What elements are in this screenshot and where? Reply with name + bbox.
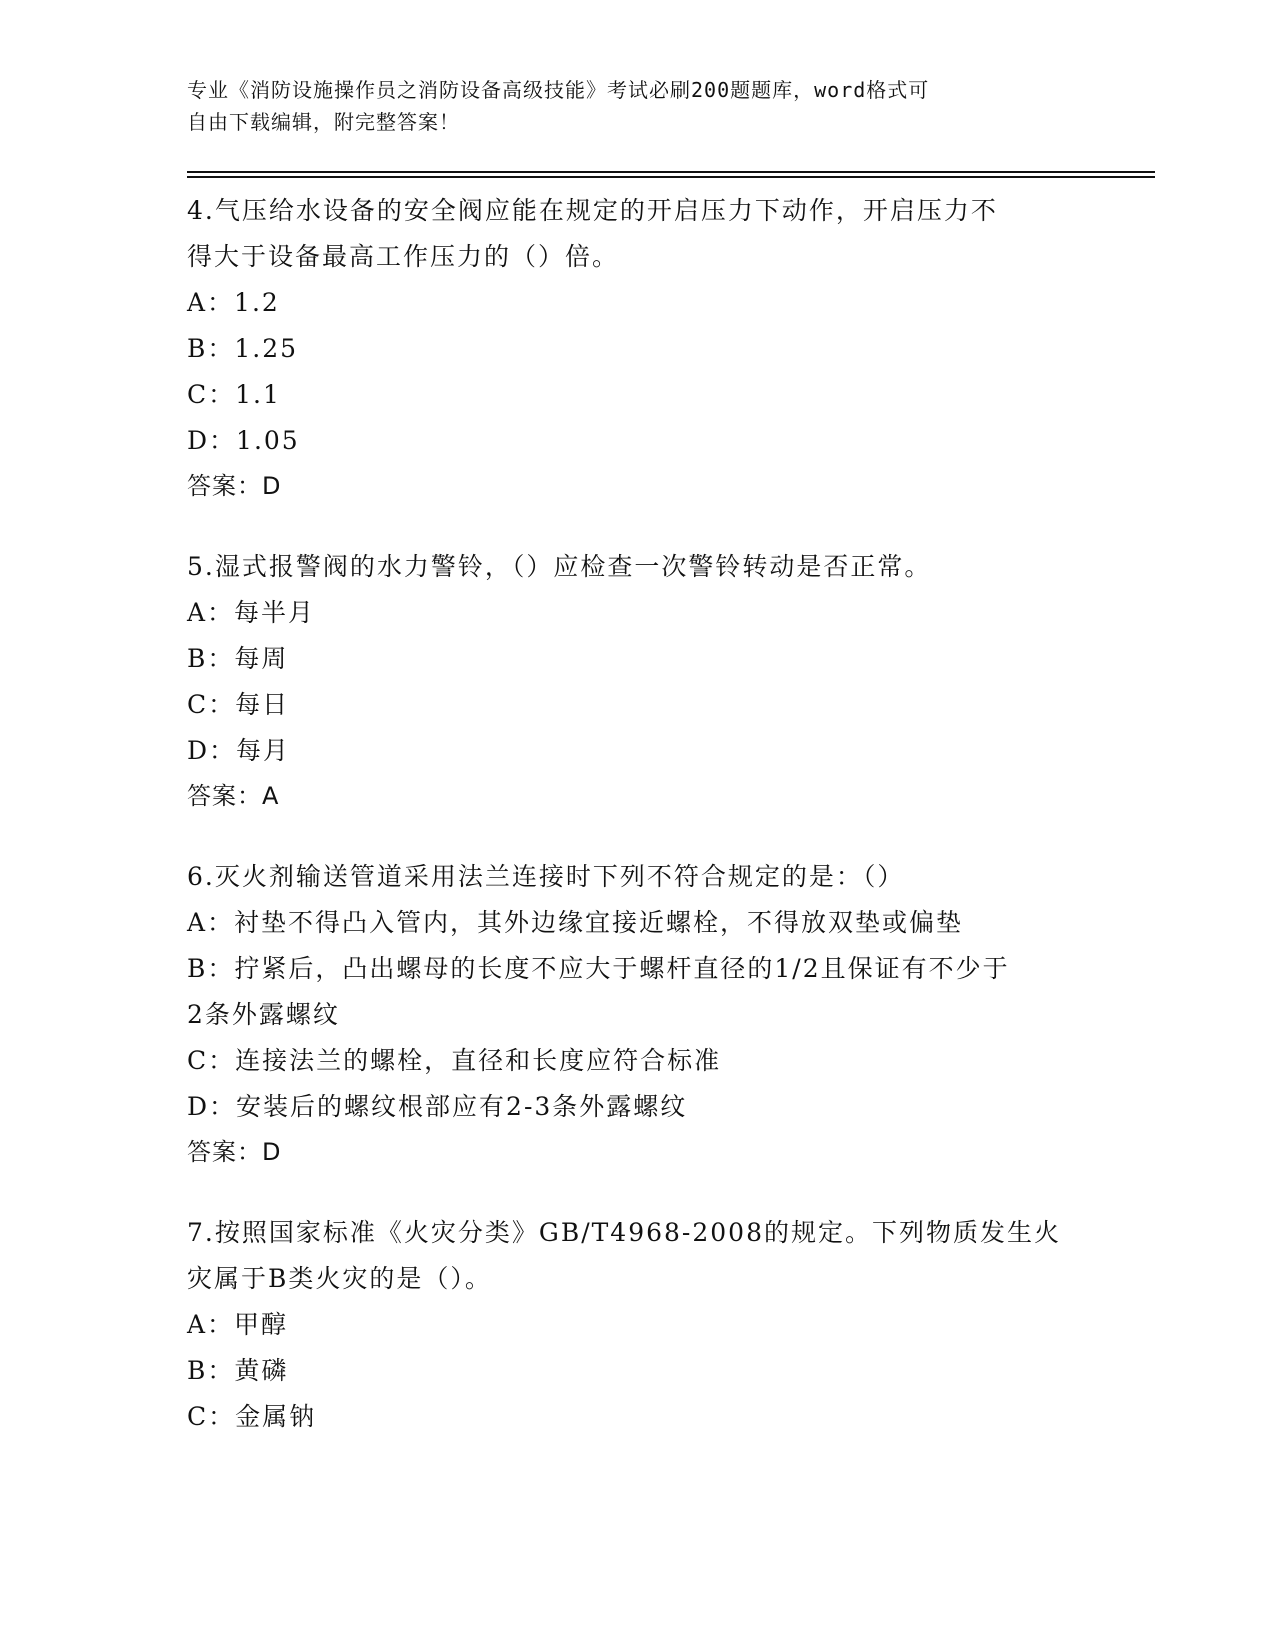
option-b: B：黄磷 <box>187 1356 289 1385</box>
question-stem-line: 5.湿式报警阀的水力警铃，（）应检查一次警铃转动是否正常。 <box>187 552 932 581</box>
question-7 <box>187 1210 1087 1440</box>
option-a: A：甲醇 <box>187 1310 289 1339</box>
question-stem-line: 得大于设备最高工作压力的（）倍。 <box>187 242 620 271</box>
question-list <box>187 188 1087 1476</box>
option-a: A：衬垫不得凸入管内，其外边缘宜接近螺栓，不得放双垫或偏垫 <box>187 908 964 937</box>
option-d: D：1.05 <box>187 426 300 455</box>
header-divider-bottom <box>187 176 1155 178</box>
question-4 <box>187 188 1087 508</box>
question-stem-line: 7.按照国家标准《火灾分类》GB/T4968-2008的规定。下列物质发生火 <box>187 1218 1061 1247</box>
answer-line: 答案：A <box>187 782 280 810</box>
option-d: D：安装后的螺纹根部应有2-3条外露螺纹 <box>187 1092 688 1121</box>
question-6 <box>187 854 1087 1174</box>
answer-line: 答案：D <box>187 472 282 500</box>
question-stem-line: 4.气压给水设备的安全阀应能在规定的开启压力下动作，开启压力不 <box>187 196 998 225</box>
question-5 <box>187 544 1087 818</box>
option-c: C：每日 <box>187 690 290 719</box>
header-line-2: 自由下载编辑，附完整答案！ <box>187 110 460 134</box>
option-a: A：每半月 <box>187 598 316 627</box>
document-header <box>187 74 1087 138</box>
answer-line: 答案：D <box>187 1138 282 1166</box>
option-b-continued: 2条外露螺纹 <box>187 1000 340 1029</box>
option-b: B：1.25 <box>187 334 299 363</box>
option-c: C：连接法兰的螺栓，直径和长度应符合标准 <box>187 1046 722 1075</box>
question-stem-line: 灾属于B类火灾的是（）。 <box>187 1264 492 1293</box>
option-c: C：1.1 <box>187 380 281 409</box>
header-divider-top <box>187 171 1155 173</box>
option-a: A：1.2 <box>187 288 280 317</box>
question-stem-line: 6.灭火剂输送管道采用法兰连接时下列不符合规定的是：（） <box>187 862 905 891</box>
option-d: D：每月 <box>187 736 291 765</box>
header-line-1: 专业《消防设施操作员之消防设备高级技能》考试必刷200题题库，word格式可 <box>187 78 930 102</box>
option-b: B：每周 <box>187 644 289 673</box>
option-b: B：拧紧后，凸出螺母的长度不应大于螺杆直径的1/2且保证有不少于 <box>187 954 1010 983</box>
option-c: C：金属钠 <box>187 1402 317 1431</box>
